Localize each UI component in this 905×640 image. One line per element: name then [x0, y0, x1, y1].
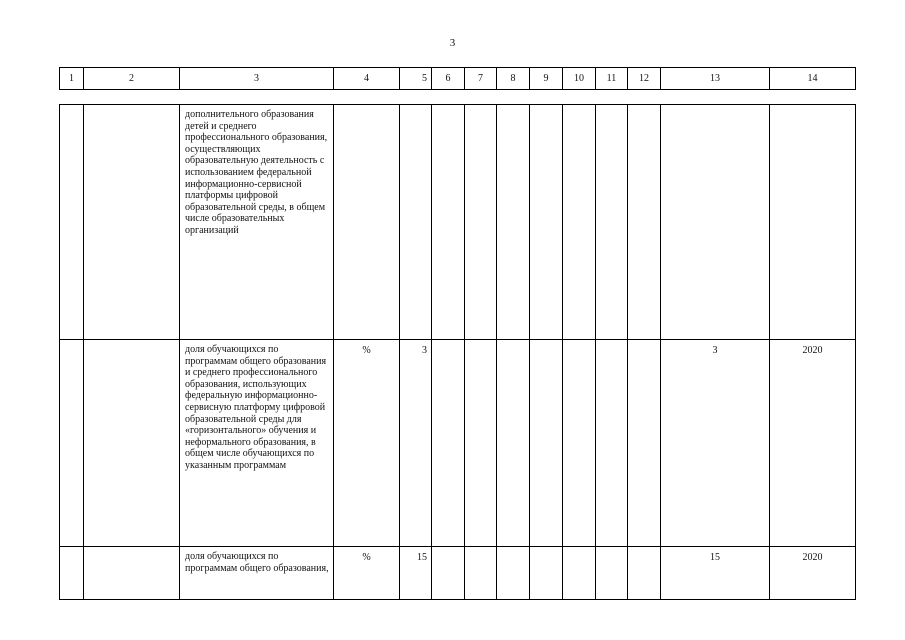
table-cell	[84, 105, 180, 340]
header-cell: 9	[530, 68, 563, 90]
table-cell	[530, 105, 563, 340]
value-cell: 15	[661, 547, 770, 600]
table-cell	[563, 340, 596, 547]
header-cell: 11	[596, 68, 628, 90]
table-cell	[60, 340, 84, 547]
header-cell: 1	[60, 68, 84, 90]
table-cell	[563, 105, 596, 340]
table-row	[60, 340, 856, 547]
table-cell	[596, 340, 628, 547]
unit-cell: %	[334, 547, 400, 600]
table-cell	[465, 547, 497, 600]
table-cell	[497, 340, 530, 547]
table-cell	[60, 105, 84, 340]
year-cell	[770, 105, 856, 340]
table-cell	[465, 340, 497, 547]
column-number-header	[59, 67, 856, 90]
table-cell	[596, 547, 628, 600]
table-cell	[465, 105, 497, 340]
indicator-table	[59, 104, 856, 600]
value-cell	[661, 105, 770, 340]
table-cell	[530, 340, 563, 547]
header-cell: 12	[628, 68, 661, 90]
value-cell: 3	[661, 340, 770, 547]
table-cell	[432, 340, 465, 547]
value-cell	[400, 105, 432, 340]
table-cell	[84, 340, 180, 547]
table-cell	[432, 547, 465, 600]
value-cell: 3	[400, 340, 432, 547]
header-cell: 4	[334, 68, 400, 90]
indicator-name: дополнительного образования детей и среднего профессионального образования, осуществляющих образовательную деятельность с использованием федеральной информационно-сервисной платформы цифровой образовательной среды, в общем числе образовательных организаций	[180, 105, 334, 340]
indicator-name: доля обучающихся по программам общего образования и среднего профессионального образования, использующих федеральную информационно-сервисную платформу цифровой образовательной среды для «горизонтального» обучения и неформального образования, в общем числе обучающихся по указанным программам	[180, 340, 334, 547]
table-cell	[530, 547, 563, 600]
header-cell: 3	[180, 68, 334, 90]
table-cell	[432, 105, 465, 340]
table-cell	[497, 547, 530, 600]
table-cell	[628, 340, 661, 547]
table-cell	[497, 105, 530, 340]
unit-cell	[334, 105, 400, 340]
table-row	[60, 547, 856, 600]
unit-cell: %	[334, 340, 400, 547]
header-cell: 8	[497, 68, 530, 90]
header-cell: 14	[770, 68, 856, 90]
year-cell: 2020	[770, 340, 856, 547]
header-cell: 5	[400, 68, 432, 90]
page-number: 3	[449, 37, 456, 49]
table-cell	[563, 547, 596, 600]
table-cell	[60, 547, 84, 600]
year-cell: 2020	[770, 547, 856, 600]
header-cell: 10	[563, 68, 596, 90]
value-cell: 15	[400, 547, 432, 600]
table-cell	[628, 547, 661, 600]
header-cell: 13	[661, 68, 770, 90]
table-cell	[628, 105, 661, 340]
indicator-name: доля обучающихся по программам общего образования,	[180, 547, 334, 600]
header-cell: 6	[432, 68, 465, 90]
header-cell: 7	[465, 68, 497, 90]
header-cell: 2	[84, 68, 180, 90]
table-cell	[596, 105, 628, 340]
table-cell	[84, 547, 180, 600]
table-row	[60, 105, 856, 340]
header-row	[60, 68, 856, 90]
